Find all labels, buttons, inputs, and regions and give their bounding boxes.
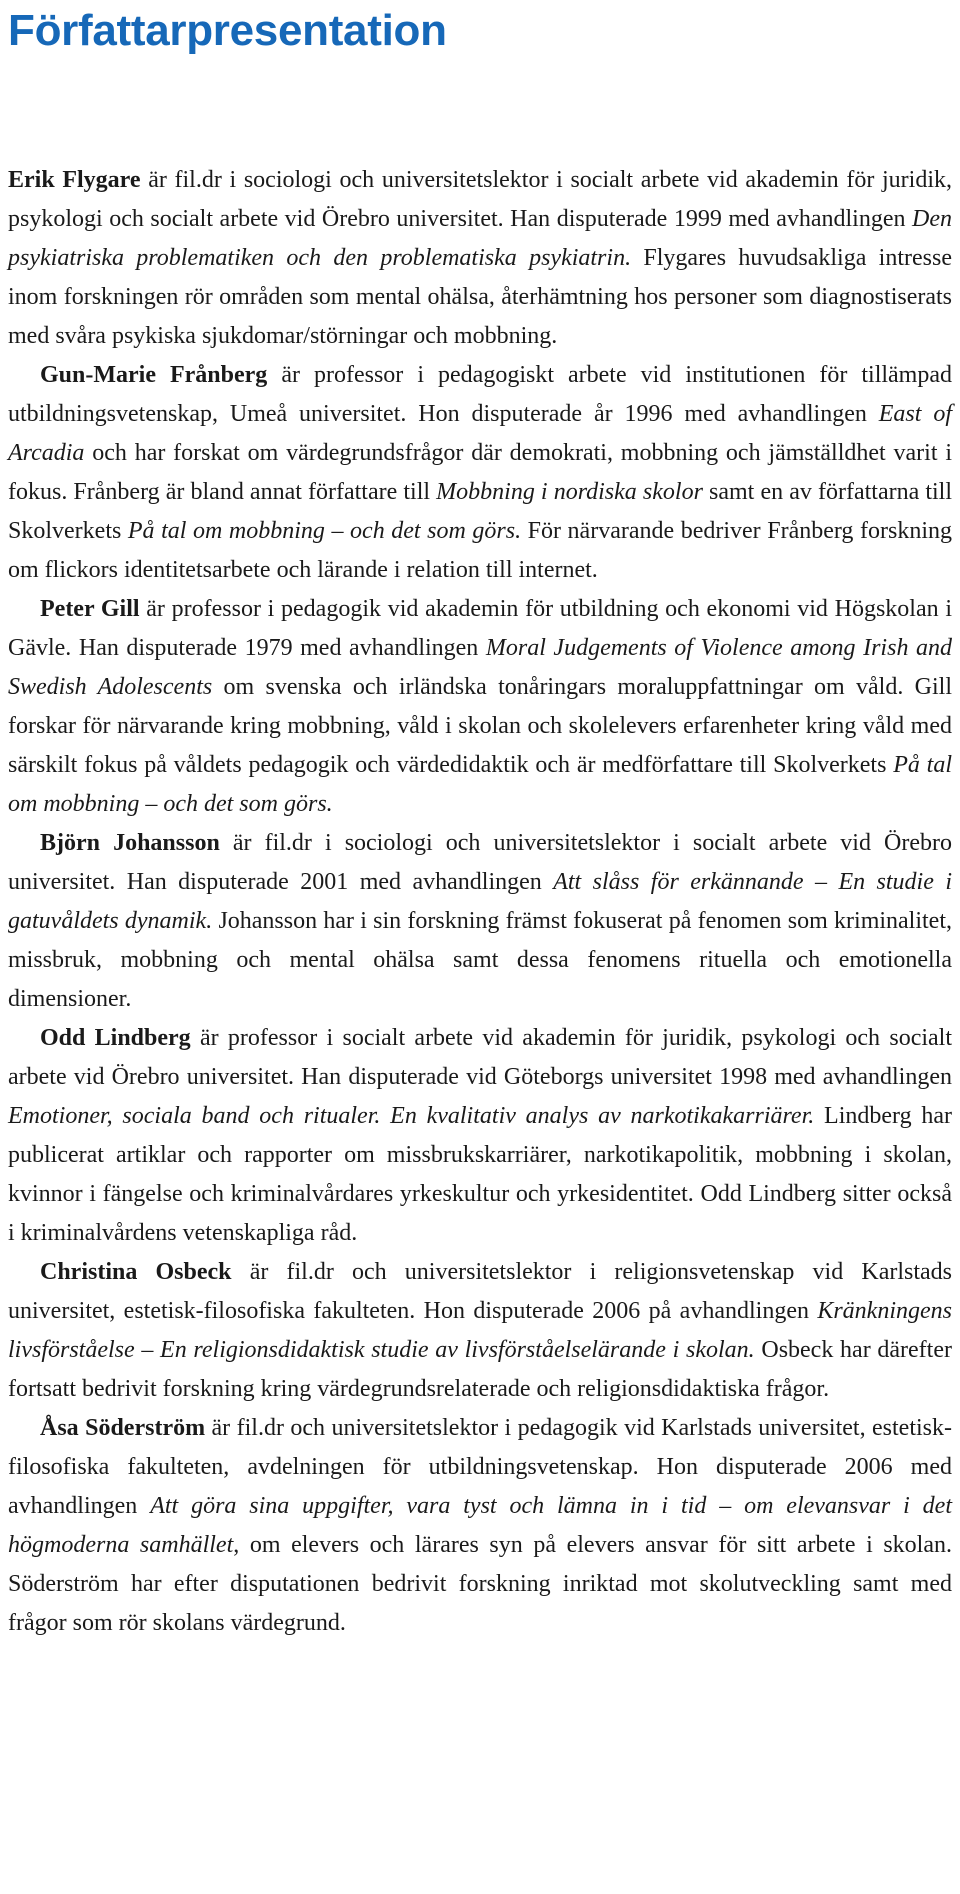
bio-text: Johansson har i sin forskning främst fokuserat på fenomen som kriminalitet, missbruk, mobbning och mental ohälsa samt dessa fenomens rituella och emotionella dimensioner. xyxy=(8,908,953,1012)
bio-text: är fil.dr i sociologi och universitetslektor i socialt arbete vid Örebro universitet. Han disputerade 2001 med avhandlingen xyxy=(8,830,952,895)
author-bio xyxy=(8,356,952,590)
bio-text: är professor i socialt arbete vid akademin för juridik, psykologi och socialt arbete vid Örebro universitet. Han disputerade vid Göteborgs universitet 1998 med avhandlingen xyxy=(8,1025,952,1090)
author-name: Peter Gill xyxy=(40,596,140,622)
bio-text: Flygares huvudsakliga intresse inom forskningen rör områden som mental ohälsa, återhämtning hos personer som diagnostiserats med svåra psykiska sjukdomar/störningar och mobbning. xyxy=(8,245,952,349)
author-name: Björn Johansson xyxy=(40,830,220,856)
author-name: Erik Flygare xyxy=(8,167,141,193)
work-title: Den psykiatriska problematiken och den problematiska psykiatrin. xyxy=(8,206,952,271)
author-bio xyxy=(8,161,952,356)
page-title: Författarpresentation xyxy=(8,6,447,55)
bio-text: är fil.dr i sociologi och universitetslektor i socialt arbete vid akademin för juridik, psykologi och socialt arbete vid Örebro universitet. Han disputerade 1999 med avhandlingen xyxy=(8,167,952,232)
bio-text: Osbeck har därefter fortsatt bedrivit forskning kring värdegrundsrelaterade och religionsdidaktiska frågor. xyxy=(8,1337,952,1402)
bio-text: och har forskat om värdegrundsfrågor där demokrati, mobbning och jämställdhet varit i fokus. Frånberg är bland annat författare till xyxy=(8,440,952,505)
author-name: Christina Osbeck xyxy=(40,1259,232,1285)
author-bio xyxy=(8,824,952,1019)
bio-text: är fil.dr och universitetslektor i religionsvetenskap vid Karlstads universitet, estetisk-filosofiska fakulteten. Hon disputerade 2006 på avhandlingen xyxy=(8,1259,953,1324)
work-title: Emotioner, sociala band och ritualer. En kvalitativ analys av narkotikakarriärer. xyxy=(8,1103,815,1129)
bio-text: , om elevers och lärares syn på elevers ansvar för sitt arbete i skolan. Söderström har efter disputationen bedrivit forskning inriktad mot skolutveckling samt med frågor som rör skolans värdegrund. xyxy=(8,1532,952,1636)
work-title: Att slåss för erkännande – En studie i gatuvåldets dynamik. xyxy=(8,869,952,934)
bio-text: samt en av författarna till Skolverkets xyxy=(8,479,953,544)
author-bio xyxy=(8,1019,952,1253)
author-bios xyxy=(8,161,952,1643)
work-title: Att göra sina uppgifter, vara tyst och lämna in i tid – om elevansvar i det högmoderna samhället xyxy=(8,1493,953,1558)
bio-text: Lindberg har publicerat artiklar och rapporter om missbrukskarriärer, narkotikapolitik, mobbning i skolan, kvinnor i fängelse och kriminalvårdares yrkeskultur och yrkesidentitet. Odd Lindberg sitter också i kriminalvårdens vetenskapliga råd. xyxy=(8,1103,952,1246)
bio-text: om svenska och irländska tonåringars moraluppfattningar om våld. Gill forskar för närvarande kring mobbning, våld i skolan och skolelevers erfarenheter kring våld med särskilt fokus på våldets pedagogik och värdedidaktik och är medförfattare till Skolverkets xyxy=(8,674,952,778)
work-title: Mobbning i nordiska skolor xyxy=(436,479,703,505)
author-bio xyxy=(8,1409,952,1643)
author-bio xyxy=(8,1253,952,1409)
work-title: På tal om mobbning – och det som görs. xyxy=(8,752,953,817)
bio-text: är fil.dr och universitetslektor i pedagogik vid Karlstads universitet, estetisk-filosofiska fakulteten, avdelningen för utbildningsvetenskap. Hon disputerade 2006 med avhandlingen xyxy=(8,1415,952,1519)
author-bio xyxy=(8,590,952,824)
author-name: Odd Lindberg xyxy=(40,1025,191,1051)
author-name: Gun-Marie Frånberg xyxy=(40,362,268,388)
bio-text: är professor i pedagogik vid akademin för utbildning och ekonomi vid Högskolan i Gävle. Han disputerade 1979 med avhandlingen xyxy=(8,596,952,661)
bio-text: För närvarande bedriver Frånberg forskning om flickors identitetsarbete och lärande i relation till internet. xyxy=(8,518,952,583)
work-title: Kränkningens livsförståelse – En religionsdidaktisk studie av livsförståelselärande i skolan. xyxy=(8,1298,952,1363)
bio-text: är professor i pedagogiskt arbete vid institutionen för tillämpad utbildningsvetenskap, Umeå universitet. Hon disputerade år 1996 med avhandlingen xyxy=(8,362,952,427)
document-page xyxy=(8,0,952,1643)
work-title: Moral Judgements of Violence among Irish and Swedish Adolescents xyxy=(8,635,952,700)
author-name: Åsa Söderström xyxy=(40,1415,206,1441)
work-title: På tal om mobbning – och det som görs. xyxy=(127,518,522,544)
work-title: East of Arcadia xyxy=(8,401,952,466)
